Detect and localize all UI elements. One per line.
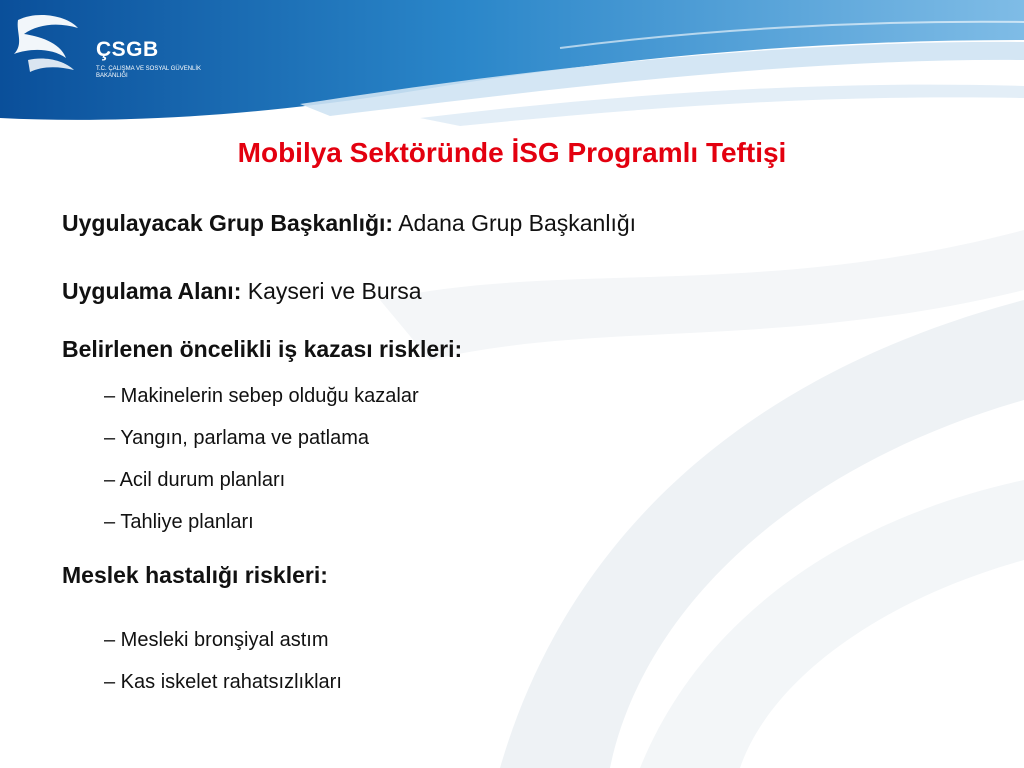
list-item: – Acil durum planları xyxy=(104,469,286,491)
accident-risks-list xyxy=(104,382,419,550)
list-item: – Tahliye planları xyxy=(104,511,254,533)
area-field xyxy=(62,278,422,305)
slide-title: Mobilya Sektöründe İSG Programlı Teftişi xyxy=(237,137,787,168)
logo-subtitle: T.C. ÇALIŞMA VE SOSYAL GÜVENLİK BAKANLIĞI xyxy=(96,66,202,79)
list-item: – Kas iskelet rahatsızlıkları xyxy=(104,671,342,693)
list-item: – Mesleki bronşiyal astım xyxy=(104,629,329,651)
area-label: Uygulama Alanı: xyxy=(62,278,242,304)
disease-risks-heading: Meslek hastalığı riskleri: xyxy=(62,562,328,588)
csgb-wave-logo-icon xyxy=(8,8,88,78)
group-label: Uygulayacak Grup Başkanlığı: xyxy=(62,210,394,236)
accident-risks-heading: Belirlenen öncelikli iş kazası riskleri: xyxy=(62,336,463,362)
group-field xyxy=(62,210,636,237)
list-item: – Makinelerin sebep olduğu kazalar xyxy=(104,385,419,407)
disease-risks-list xyxy=(104,626,342,710)
group-value: Adana Grup Başkanlığı xyxy=(398,210,637,236)
logo xyxy=(8,8,208,98)
list-item: – Yangın, parlama ve patlama xyxy=(104,427,369,449)
area-value: Kayseri ve Bursa xyxy=(247,278,422,304)
logo-acronym: ÇSGB xyxy=(96,38,159,61)
